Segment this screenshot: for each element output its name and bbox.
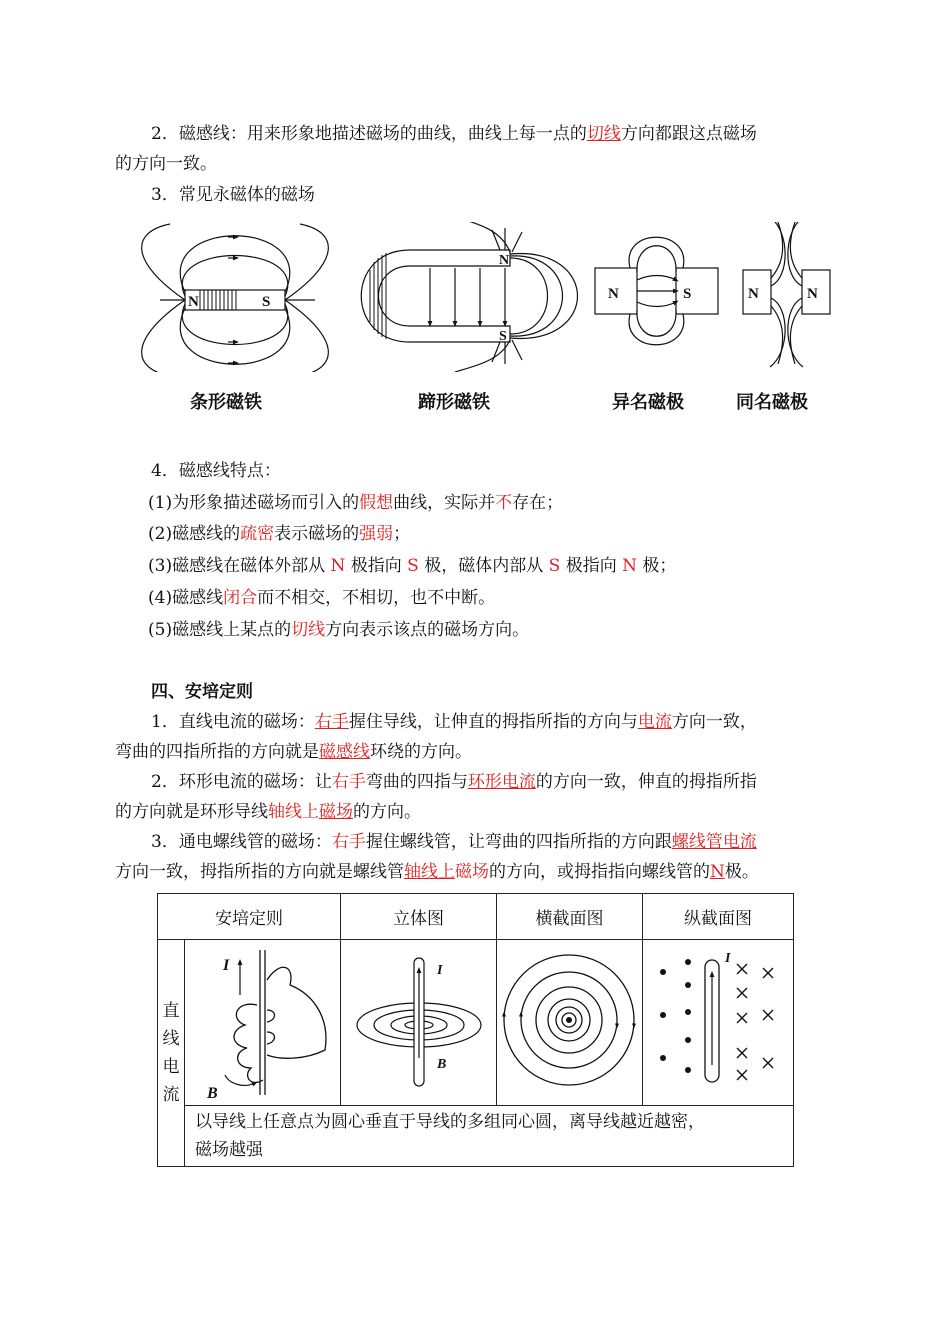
paragraph-continuation: 的方向一致。 xyxy=(115,154,217,174)
bar-magnet-diagram xyxy=(142,224,329,372)
table-row-straight-current xyxy=(158,940,794,1106)
ampere-rule-table xyxy=(157,893,794,1167)
horseshoe-s-label: S xyxy=(499,329,507,344)
table-header-row xyxy=(158,894,794,940)
unlike-n-label: N xyxy=(608,286,619,302)
paragraph-field-line-definition: 2．磁感线：用来形象地描述磁场的曲线，曲线上每一点的切线方向都跟这点磁场 xyxy=(151,124,757,144)
property-5: (5)磁感线上某点的切线方向表示该点的磁场方向。 xyxy=(148,620,530,640)
cell-right-hand-grip xyxy=(185,940,341,1106)
like-n-left-label: N xyxy=(748,286,759,302)
section-heading-ampere-rule: 四、安培定则 xyxy=(151,682,253,702)
bar-s-label: S xyxy=(262,294,271,310)
field-symbol: B xyxy=(207,1085,218,1100)
keyword-tangent: 切线 xyxy=(586,124,621,144)
rule-3-line-2: 方向一致，拇指所指的方向就是螺线管轴线上磁场的方向，或拇指指向螺线管的N极。 xyxy=(115,862,759,882)
caption-bar-magnet: 条形磁铁 xyxy=(190,392,262,413)
rule-2-line-2: 的方向就是环形导线轴线上磁场的方向。 xyxy=(115,802,421,822)
longitudinal-section-image xyxy=(643,940,793,1100)
long-current-symbol: I xyxy=(725,951,731,966)
cell-3d-view xyxy=(341,940,497,1106)
cell-cross-section xyxy=(497,940,643,1106)
horseshoe-magnet-diagram xyxy=(361,222,577,372)
rule-3-line-1: 3．通电螺线管的磁场：右手握住螺线管，让弯曲的四指所指的方向跟螺线管电流 xyxy=(151,832,757,852)
header-ampere-rule: 安培定则 xyxy=(158,894,341,940)
property-3: (3)磁感线在磁体外部从 N 极指向 S 极，磁体内部从 S 极指向 N 极； xyxy=(148,556,677,576)
straight-current-note: 以导线上任意点为圆心垂直于导线的多组同心圆，离导线越近越密， 磁场越强 xyxy=(185,1106,794,1167)
like-n-right-label: N xyxy=(807,286,818,302)
section-title-permanent-magnets: 3．常见永磁体的磁场 xyxy=(151,185,315,205)
property-1: (1)为形象描述磁场而引入的假想曲线，实际并不存在； xyxy=(148,493,564,513)
cell-longitudinal-section xyxy=(643,940,794,1106)
bar-n-label: N xyxy=(188,294,199,310)
section-title-field-line-properties: 4．磁感线特点： xyxy=(151,461,281,481)
3d-view-image xyxy=(341,940,496,1100)
rule-2-line-1: 2．环形电流的磁场：让右手弯曲的四指与环形电流的方向一致，伸直的拇指所指 xyxy=(151,772,757,792)
caption-horseshoe-magnet: 蹄形磁铁 xyxy=(418,392,490,413)
property-4: (4)磁感线闭合而不相交，不相切，也不中断。 xyxy=(148,588,496,608)
rule-1-line-1: 1．直线电流的磁场：右手握住导线，让伸直的拇指所指的方向与电流方向一致， xyxy=(151,712,757,732)
rule-1-line-2: 弯曲的四指所指的方向就是磁感线环绕的方向。 xyxy=(115,742,472,762)
header-cross-section: 横截面图 xyxy=(497,894,643,940)
magnet-figures xyxy=(0,222,950,372)
unlike-s-label: S xyxy=(683,286,692,302)
right-hand-grip-image xyxy=(185,940,340,1100)
header-3d-view: 立体图 xyxy=(341,894,497,940)
current-symbol: I xyxy=(223,957,230,974)
3d-current-symbol: I xyxy=(437,963,443,978)
horseshoe-n-label: N xyxy=(499,253,510,268)
property-2: (2)磁感线的疏密表示磁场的强弱； xyxy=(148,524,411,544)
caption-like-poles: 同名磁极 xyxy=(736,392,808,413)
table-row-note xyxy=(158,1106,794,1167)
header-longitudinal-section: 纵截面图 xyxy=(643,894,794,940)
cross-section-image xyxy=(497,940,642,1100)
caption-unlike-poles: 异名磁极 xyxy=(612,392,684,413)
row-label-straight-current: 直 线 电 流 xyxy=(158,940,185,1167)
3d-field-symbol: B xyxy=(437,1057,447,1072)
